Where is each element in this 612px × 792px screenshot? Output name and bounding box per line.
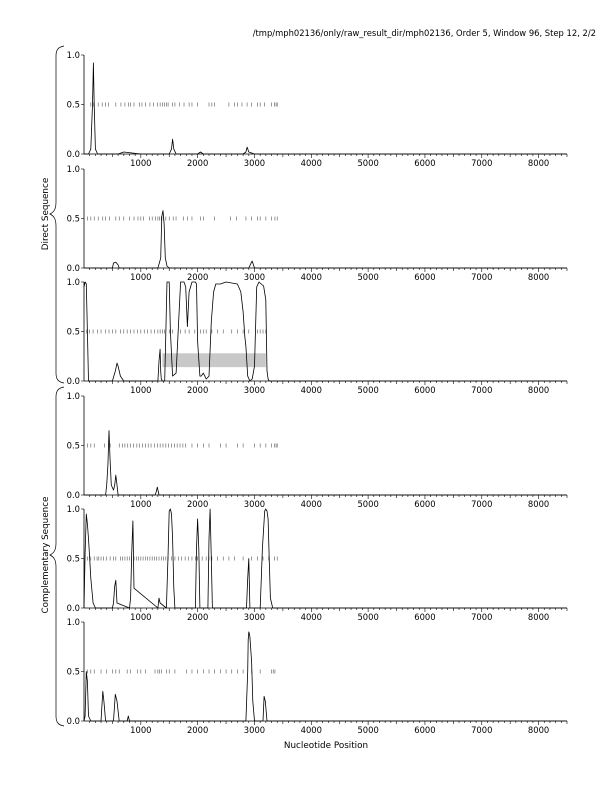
header-title: /tmp/mph02136/only/raw_result_dir/mph02136, Order 5, Window 96, Step 12, 2/2: [252, 28, 596, 38]
x-tick-label: 8000: [527, 158, 550, 168]
panel-3: [67, 277, 567, 395]
panel-6: [67, 617, 567, 735]
panel-5: [67, 504, 567, 622]
x-tick-label: 5000: [357, 612, 379, 622]
x-tick-label: 1000: [130, 612, 152, 622]
group-label-direct: Direct Sequence: [41, 177, 51, 251]
x-tick-label: 3000: [243, 725, 266, 735]
panel-1: [67, 50, 567, 168]
x-tick-label: 2000: [186, 612, 209, 622]
x-tick-label: 6000: [414, 272, 436, 282]
y-tick-label: 0.5: [66, 99, 80, 110]
panels: [67, 50, 567, 735]
x-tick-label: 4000: [300, 612, 322, 622]
x-tick-label: 5000: [357, 385, 379, 395]
x-tick-label: 8000: [527, 499, 550, 509]
y-tick-label: 0.5: [66, 326, 80, 337]
series-line: [84, 431, 567, 495]
x-tick-label: 4000: [300, 272, 322, 282]
x-tick-label: 7000: [471, 725, 493, 735]
series-line: [84, 632, 567, 721]
x-tick-label: 1000: [130, 499, 152, 509]
x-tick-label: 3000: [243, 499, 266, 509]
y-tick-label: 0.0: [66, 490, 80, 500]
x-tick-label: 7000: [471, 158, 493, 168]
y-tick-label: 1.0: [66, 277, 80, 287]
x-tick-label: 6000: [414, 612, 436, 622]
y-tick-label: 0.0: [66, 263, 80, 273]
x-tick-label: 3000: [243, 612, 266, 622]
x-tick-label: 7000: [471, 499, 493, 509]
panel-4: [67, 391, 567, 509]
x-tick-label: 1000: [130, 158, 152, 168]
x-tick-label: 8000: [527, 612, 550, 622]
x-tick-label: 3000: [243, 272, 266, 282]
x-tick-label: 4000: [300, 725, 322, 735]
x-tick-label: 4000: [300, 385, 322, 395]
series-line: [84, 63, 567, 154]
x-tick-label: 1000: [130, 272, 152, 282]
shaded-region: [162, 353, 265, 367]
x-tick-label: 7000: [471, 385, 493, 395]
series-line: [84, 282, 567, 381]
x-tick-label: 6000: [414, 385, 436, 395]
y-tick-label: 0.0: [66, 716, 80, 726]
y-tick-label: 1.0: [66, 50, 80, 60]
x-tick-label: 1000: [130, 725, 152, 735]
x-tick-label: 3000: [243, 385, 266, 395]
x-tick-label: 5000: [357, 158, 379, 168]
x-tick-label: 6000: [414, 499, 436, 509]
x-tick-label: 6000: [414, 725, 436, 735]
x-tick-label: 7000: [471, 272, 493, 282]
y-tick-label: 1.0: [66, 164, 80, 174]
group-bracket-complementary: [50, 387, 64, 726]
x-tick-label: 4000: [300, 499, 322, 509]
group-bracket-direct: [50, 46, 64, 383]
x-tick-label: 1000: [130, 385, 152, 395]
x-tick-label: 5000: [357, 725, 379, 735]
x-tick-label: 8000: [527, 385, 550, 395]
group-label-complementary: Complementary Sequence: [41, 496, 51, 614]
x-tick-label: 7000: [471, 612, 493, 622]
y-tick-label: 0.5: [66, 213, 80, 224]
y-tick-label: 0.0: [66, 603, 80, 613]
y-tick-label: 1.0: [66, 391, 80, 401]
x-tick-label: 2000: [186, 272, 209, 282]
y-tick-label: 1.0: [66, 617, 80, 627]
x-tick-label: 2000: [186, 725, 209, 735]
y-tick-label: 0.5: [66, 553, 80, 564]
y-tick-label: 0.5: [66, 440, 80, 451]
series-line: [84, 211, 567, 268]
x-tick-label: 5000: [357, 272, 379, 282]
y-tick-label: 0.0: [66, 149, 80, 159]
y-tick-label: 0.0: [66, 376, 80, 386]
x-tick-label: 4000: [300, 158, 322, 168]
x-axis-label: Nucleotide Position: [283, 741, 369, 751]
panel-2: [67, 164, 567, 282]
x-tick-label: 6000: [414, 158, 436, 168]
y-tick-label: 1.0: [66, 504, 80, 514]
x-tick-label: 8000: [527, 725, 550, 735]
x-tick-label: 8000: [527, 272, 550, 282]
x-tick-label: 3000: [243, 158, 266, 168]
x-tick-label: 5000: [357, 499, 379, 509]
y-tick-label: 0.5: [66, 666, 80, 677]
x-tick-label: 2000: [186, 385, 209, 395]
x-tick-label: 2000: [186, 499, 209, 509]
x-tick-label: 2000: [186, 158, 209, 168]
